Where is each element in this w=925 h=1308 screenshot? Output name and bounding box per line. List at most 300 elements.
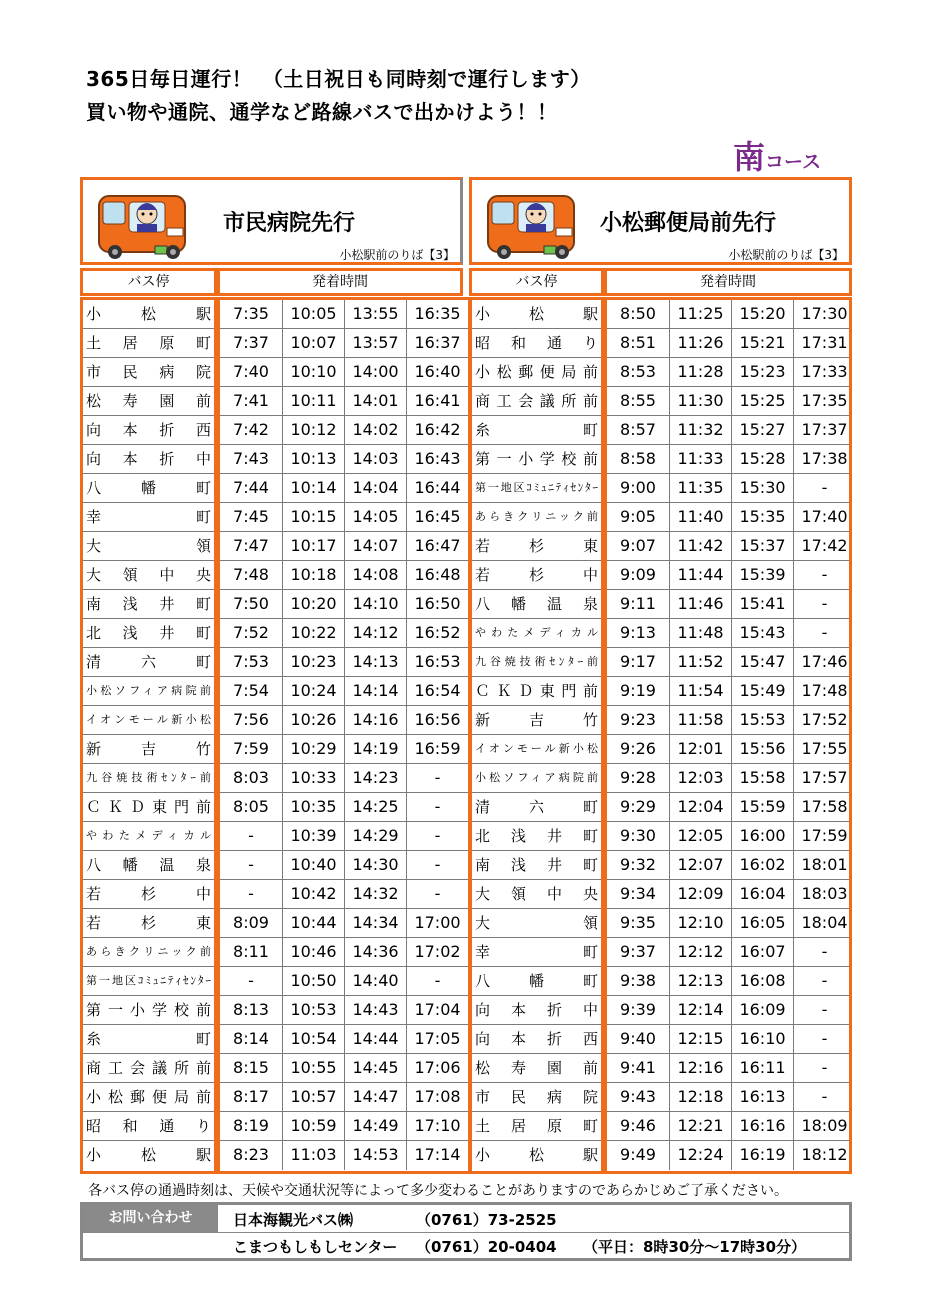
time-row (220, 851, 468, 880)
time-cell: 17:14 (406, 1141, 468, 1170)
time-cell: 14:43 (344, 996, 406, 1024)
time-row (220, 735, 468, 764)
time-cell: 15:25 (731, 387, 793, 415)
time-row (220, 677, 468, 706)
time-cell: 15:53 (731, 706, 793, 734)
course-direction: 南 (733, 138, 766, 176)
time-cell: 12:01 (669, 735, 731, 763)
time-cell: 16:48 (406, 561, 468, 589)
time-row (607, 1141, 849, 1170)
time-cell: 12:16 (669, 1054, 731, 1082)
time-cell: 7:37 (233, 333, 269, 352)
time-cell: 15:43 (731, 619, 793, 647)
right-stop-list (469, 297, 604, 1174)
contact-phone[interactable]: （0761）73-2525 (416, 1211, 557, 1229)
stop-name: 北浅井町 (83, 619, 214, 648)
time-row (220, 880, 468, 909)
time-cell: 17:38 (793, 445, 855, 473)
time-cell: 10:55 (282, 1054, 344, 1082)
stop-name: 第一地区ｺﾐｭﾆﾃｨｾﾝﾀｰ (83, 967, 214, 996)
time-cell: 8:17 (233, 1087, 269, 1106)
time-cell: 17:31 (793, 329, 855, 357)
time-cell: 17:04 (406, 996, 468, 1024)
left-header (80, 177, 463, 265)
time-cell: 14:01 (344, 387, 406, 415)
time-cell: 10:24 (282, 677, 344, 705)
time-row (220, 416, 468, 445)
stop-name: 小松駅 (86, 1146, 211, 1164)
time-cell: 16:47 (406, 532, 468, 560)
time-cell: 17:30 (793, 300, 855, 328)
right-platform: 小松駅前のりば【3】 (728, 248, 844, 262)
contact-phone[interactable]: （0761）20-0404 (416, 1238, 557, 1256)
time-row (220, 619, 468, 648)
time-cell: 16:09 (731, 996, 793, 1024)
time-row (220, 1112, 468, 1141)
contact-label: お問い合わせ (83, 1205, 218, 1232)
time-row (220, 1083, 468, 1112)
time-cell: 17:05 (406, 1025, 468, 1053)
time-cell: 16:45 (406, 503, 468, 531)
stop-name: 土居原町 (83, 329, 214, 358)
stop-name: 第一小学校前 (472, 445, 601, 474)
stop-name: 八幡温泉 (472, 590, 601, 619)
time-cell: 8:14 (233, 1029, 269, 1048)
time-cell: 8:23 (233, 1145, 269, 1164)
stop-name: 小松駅 (475, 1146, 598, 1164)
time-cell: 11:33 (669, 445, 731, 473)
time-cell: 10:44 (282, 909, 344, 937)
time-cell: 15:56 (731, 735, 793, 763)
time-cell: 14:19 (344, 735, 406, 763)
time-cell: 14:07 (344, 532, 406, 560)
time-cell: 7:52 (233, 623, 269, 642)
left-stop-header: バス停 (80, 268, 217, 296)
time-cell: 11:32 (669, 416, 731, 444)
time-cell: 16:44 (406, 474, 468, 502)
time-cell: 7:54 (233, 681, 269, 700)
time-cell: 15:35 (731, 503, 793, 531)
time-cell: 11:35 (669, 474, 731, 502)
stop-name: 商工会議所前 (83, 1054, 214, 1083)
time-cell: 9:46 (620, 1116, 656, 1135)
time-row (607, 445, 849, 474)
time-cell: 9:00 (620, 478, 656, 497)
contact-name: こまつもしもしセンター (233, 1238, 398, 1256)
contact-divider (83, 1232, 849, 1233)
time-row (607, 1025, 849, 1054)
time-cell: 10:26 (282, 706, 344, 734)
stop-name: 南浅井町 (83, 590, 214, 619)
time-row (607, 822, 849, 851)
time-cell: 17:42 (793, 532, 855, 560)
time-cell: 9:39 (620, 1000, 656, 1019)
time-cell: 11:46 (669, 590, 731, 618)
time-cell: 18:12 (793, 1141, 855, 1170)
stop-name: 土居原町 (472, 1112, 601, 1141)
time-cell: 15:37 (731, 532, 793, 560)
time-cell: - (793, 967, 855, 995)
time-cell: 10:40 (282, 851, 344, 879)
time-cell: 9:28 (620, 768, 656, 787)
time-cell: 17:57 (793, 764, 855, 792)
time-cell: 17:46 (793, 648, 855, 676)
time-cell: 16:05 (731, 909, 793, 937)
time-cell: 14:03 (344, 445, 406, 473)
stop-name: 商工会議所前 (472, 387, 601, 416)
time-cell: 16:13 (731, 1083, 793, 1111)
time-cell: 15:49 (731, 677, 793, 705)
contact-row (233, 1209, 557, 1230)
time-cell: 7:59 (233, 739, 269, 758)
stop-name: 昭和通り (472, 329, 601, 358)
time-cell: 10:14 (282, 474, 344, 502)
time-cell: 9:41 (620, 1058, 656, 1077)
time-cell: 14:25 (344, 793, 406, 821)
time-row (220, 909, 468, 938)
time-cell: 15:41 (731, 590, 793, 618)
stop-name: 向本折中 (472, 996, 601, 1025)
time-cell: - (793, 561, 855, 589)
time-cell: 15:47 (731, 648, 793, 676)
time-cell: 14:36 (344, 938, 406, 966)
time-cell: - (406, 851, 468, 879)
time-cell: 9:11 (620, 594, 656, 613)
time-cell: - (793, 474, 855, 502)
time-row (220, 561, 468, 590)
time-cell: 16:37 (406, 329, 468, 357)
time-cell: - (793, 590, 855, 618)
time-cell: 8:57 (620, 420, 656, 439)
time-cell: 16:40 (406, 358, 468, 386)
time-cell: 8:53 (620, 362, 656, 381)
time-cell: 17:48 (793, 677, 855, 705)
time-cell: - (406, 880, 468, 908)
time-row (220, 329, 468, 358)
time-cell: 17:55 (793, 735, 855, 763)
stop-name: 幸町 (83, 503, 214, 532)
time-cell: 7:47 (233, 536, 269, 555)
stop-name: 市民病院 (472, 1083, 601, 1112)
time-cell: 9:13 (620, 623, 656, 642)
time-row (220, 474, 468, 503)
time-row (607, 416, 849, 445)
time-cell: 10:17 (282, 532, 344, 560)
right-time-header: 発着時間 (604, 268, 852, 296)
time-row (607, 474, 849, 503)
stop-name: 向本折中 (83, 445, 214, 474)
time-cell: - (793, 938, 855, 966)
time-cell: - (793, 1025, 855, 1053)
time-cell: 7:41 (233, 391, 269, 410)
time-cell: 8:51 (620, 333, 656, 352)
time-cell: 8:09 (233, 913, 269, 932)
time-cell: 12:24 (669, 1141, 731, 1170)
time-cell: 8:11 (233, 942, 269, 961)
time-row (607, 590, 849, 619)
time-cell: 15:23 (731, 358, 793, 386)
time-row (220, 793, 468, 822)
time-cell: 9:30 (620, 826, 656, 845)
time-cell: 11:48 (669, 619, 731, 647)
time-cell: - (406, 764, 468, 792)
time-cell: 11:30 (669, 387, 731, 415)
time-cell: 17:59 (793, 822, 855, 850)
time-cell: 14:30 (344, 851, 406, 879)
time-cell: - (406, 822, 468, 850)
time-cell: 10:59 (282, 1112, 344, 1140)
time-cell: 17:37 (793, 416, 855, 444)
time-row (607, 793, 849, 822)
stop-name: 北浅井町 (472, 822, 601, 851)
time-cell: 11:25 (669, 300, 731, 328)
disclaimer-note: 各バス停の通過時刻は、天候や交通状況等によって多少変わることがありますのであらかじめご了承ください。 (88, 1183, 788, 1199)
time-cell: 14:08 (344, 561, 406, 589)
time-cell: 7:53 (233, 652, 269, 671)
time-cell: 7:35 (233, 304, 269, 323)
stop-name: 若杉中 (472, 561, 601, 590)
time-row (220, 996, 468, 1025)
time-cell: 14:00 (344, 358, 406, 386)
left-time-grid (217, 297, 471, 1174)
stop-name: 小松駅 (472, 300, 601, 329)
left-destination: 市民病院先行 (223, 211, 356, 236)
time-cell: 17:33 (793, 358, 855, 386)
stop-name: 新吉竹 (472, 706, 601, 735)
time-cell: 14:29 (344, 822, 406, 850)
time-cell: 8:15 (233, 1058, 269, 1077)
stop-name: 糸町 (83, 1025, 214, 1054)
time-cell: 16:19 (731, 1141, 793, 1170)
contact-box (80, 1202, 852, 1261)
stop-name: ＣＫＤ東門前 (472, 677, 601, 706)
time-row (607, 706, 849, 735)
time-cell: 17:40 (793, 503, 855, 531)
time-cell: 16:02 (731, 851, 793, 879)
bus-mascot-icon (486, 184, 580, 260)
time-cell: 9:49 (620, 1145, 656, 1164)
time-cell: 10:39 (282, 822, 344, 850)
time-cell: 16:00 (731, 822, 793, 850)
time-cell: 10:23 (282, 648, 344, 676)
time-cell: 17:00 (406, 909, 468, 937)
contact-hours: （平日：8時30分～17時30分） (583, 1238, 807, 1256)
time-row (607, 358, 849, 387)
time-cell: 7:50 (233, 594, 269, 613)
time-cell: 18:01 (793, 851, 855, 879)
stop-name: やわたメディカル (472, 619, 601, 648)
time-cell: 17:02 (406, 938, 468, 966)
time-cell: 10:54 (282, 1025, 344, 1053)
time-row (607, 851, 849, 880)
time-cell: 17:10 (406, 1112, 468, 1140)
stop-name: あらきクリニック前 (472, 503, 601, 532)
time-cell: 12:04 (669, 793, 731, 821)
time-row (607, 1112, 849, 1141)
time-cell: 9:07 (620, 536, 656, 555)
contact-row (233, 1236, 807, 1257)
time-cell: 11:44 (669, 561, 731, 589)
time-cell: 16:11 (731, 1054, 793, 1082)
stop-name: 大領 (83, 532, 214, 561)
time-cell: 11:28 (669, 358, 731, 386)
time-cell: 10:53 (282, 996, 344, 1024)
time-cell: 16:08 (731, 967, 793, 995)
time-cell: 12:10 (669, 909, 731, 937)
time-cell: 13:55 (344, 300, 406, 328)
time-cell: 16:56 (406, 706, 468, 734)
time-row (220, 300, 468, 329)
timetable (80, 177, 852, 1174)
time-cell: 8:03 (233, 768, 269, 787)
time-cell: 10:22 (282, 619, 344, 647)
time-row (607, 648, 849, 677)
time-row (220, 1054, 468, 1083)
time-row (607, 880, 849, 909)
time-cell: 9:09 (620, 565, 656, 584)
stop-name: 小松郵便局前 (83, 1083, 214, 1112)
time-cell: 15:28 (731, 445, 793, 473)
time-cell: 12:13 (669, 967, 731, 995)
right-stop-header: バス停 (469, 268, 604, 296)
time-cell: 16:35 (406, 300, 468, 328)
course-title (733, 132, 821, 178)
stop-name: 向本折西 (472, 1025, 601, 1054)
stop-name: 大領 (472, 909, 601, 938)
time-cell: 14:05 (344, 503, 406, 531)
time-row (607, 1083, 849, 1112)
stop-name: イオンモール新小松 (472, 735, 601, 764)
left-time-header: 発着時間 (217, 268, 463, 296)
time-cell: 7:42 (233, 420, 269, 439)
stop-name: あらきクリニック前 (83, 938, 214, 967)
time-row (607, 938, 849, 967)
time-cell: 15:27 (731, 416, 793, 444)
time-cell: 7:45 (233, 507, 269, 526)
time-row (220, 822, 468, 851)
time-cell: 10:33 (282, 764, 344, 792)
time-cell: 14:40 (344, 967, 406, 995)
time-cell: 11:58 (669, 706, 731, 734)
time-cell: 10:20 (282, 590, 344, 618)
time-row (607, 561, 849, 590)
course-suffix: コース (765, 151, 822, 173)
time-cell: 16:53 (406, 648, 468, 676)
time-row (220, 358, 468, 387)
time-cell: 15:20 (731, 300, 793, 328)
time-cell: 11:54 (669, 677, 731, 705)
time-cell: 10:10 (282, 358, 344, 386)
time-cell: 14:49 (344, 1112, 406, 1140)
stop-name: 大領中央 (83, 561, 214, 590)
time-row (607, 619, 849, 648)
time-cell: 11:03 (282, 1141, 344, 1170)
time-cell: 16:07 (731, 938, 793, 966)
time-row (220, 445, 468, 474)
time-cell: 16:04 (731, 880, 793, 908)
headline-invitation: 買い物や通院、通学など路線バスで出かけよう！！ (86, 100, 558, 124)
time-cell: 11:26 (669, 329, 731, 357)
time-row (220, 967, 468, 996)
time-cell: - (793, 1054, 855, 1082)
time-cell: - (406, 793, 468, 821)
time-cell: 10:18 (282, 561, 344, 589)
time-cell: - (793, 619, 855, 647)
time-row (220, 532, 468, 561)
time-row (220, 1141, 468, 1170)
time-cell: 12:07 (669, 851, 731, 879)
time-cell: 10:57 (282, 1083, 344, 1111)
time-cell: 16:41 (406, 387, 468, 415)
time-cell: 9:37 (620, 942, 656, 961)
time-cell: 11:52 (669, 648, 731, 676)
time-cell: 9:43 (620, 1087, 656, 1106)
stop-name: 清六町 (83, 648, 214, 677)
stop-name: 九谷焼技術ｾﾝﾀｰ前 (83, 764, 214, 793)
time-cell: 9:38 (620, 971, 656, 990)
time-row (607, 329, 849, 358)
time-cell: 10:11 (282, 387, 344, 415)
stop-name: 若杉東 (83, 909, 214, 938)
stop-name: やわたメディカル (83, 822, 214, 851)
time-cell: 8:13 (233, 1000, 269, 1019)
time-cell: 14:47 (344, 1083, 406, 1111)
time-row (607, 996, 849, 1025)
stop-name: 松寿園前 (472, 1054, 601, 1083)
time-cell: 17:08 (406, 1083, 468, 1111)
time-cell: 15:30 (731, 474, 793, 502)
time-row (220, 387, 468, 416)
time-cell: 14:45 (344, 1054, 406, 1082)
time-cell: 17:58 (793, 793, 855, 821)
time-cell: 14:14 (344, 677, 406, 705)
time-row (607, 1054, 849, 1083)
time-cell: 8:55 (620, 391, 656, 410)
time-cell: 9:17 (620, 652, 656, 671)
time-cell: 9:32 (620, 855, 656, 874)
stop-name: 大領中央 (472, 880, 601, 909)
stop-name: 小松駅 (83, 300, 214, 329)
time-cell: 7:43 (233, 449, 269, 468)
stop-name: イオンモール新小松 (83, 706, 214, 735)
time-cell: 18:04 (793, 909, 855, 937)
time-cell: 15:59 (731, 793, 793, 821)
time-cell: 7:48 (233, 565, 269, 584)
time-cell: 10:15 (282, 503, 344, 531)
stop-name: 糸町 (472, 416, 601, 445)
time-row (607, 300, 849, 329)
stop-name: 第一地区ｺﾐｭﾆﾃｨｾﾝﾀｰ (472, 474, 601, 503)
time-cell: 12:03 (669, 764, 731, 792)
time-row (607, 764, 849, 793)
time-cell: - (248, 855, 254, 874)
time-row (607, 677, 849, 706)
time-cell: 9:19 (620, 681, 656, 700)
time-row (220, 503, 468, 532)
time-cell: 18:09 (793, 1112, 855, 1140)
bus-mascot-icon (97, 184, 191, 260)
time-cell: 16:50 (406, 590, 468, 618)
time-cell: 14:34 (344, 909, 406, 937)
time-cell: 10:35 (282, 793, 344, 821)
time-cell: 12:12 (669, 938, 731, 966)
time-cell: 14:04 (344, 474, 406, 502)
time-cell: 8:50 (620, 304, 656, 323)
time-cell: 8:05 (233, 797, 269, 816)
time-cell: 14:13 (344, 648, 406, 676)
time-cell: 10:12 (282, 416, 344, 444)
time-cell: 9:40 (620, 1029, 656, 1048)
